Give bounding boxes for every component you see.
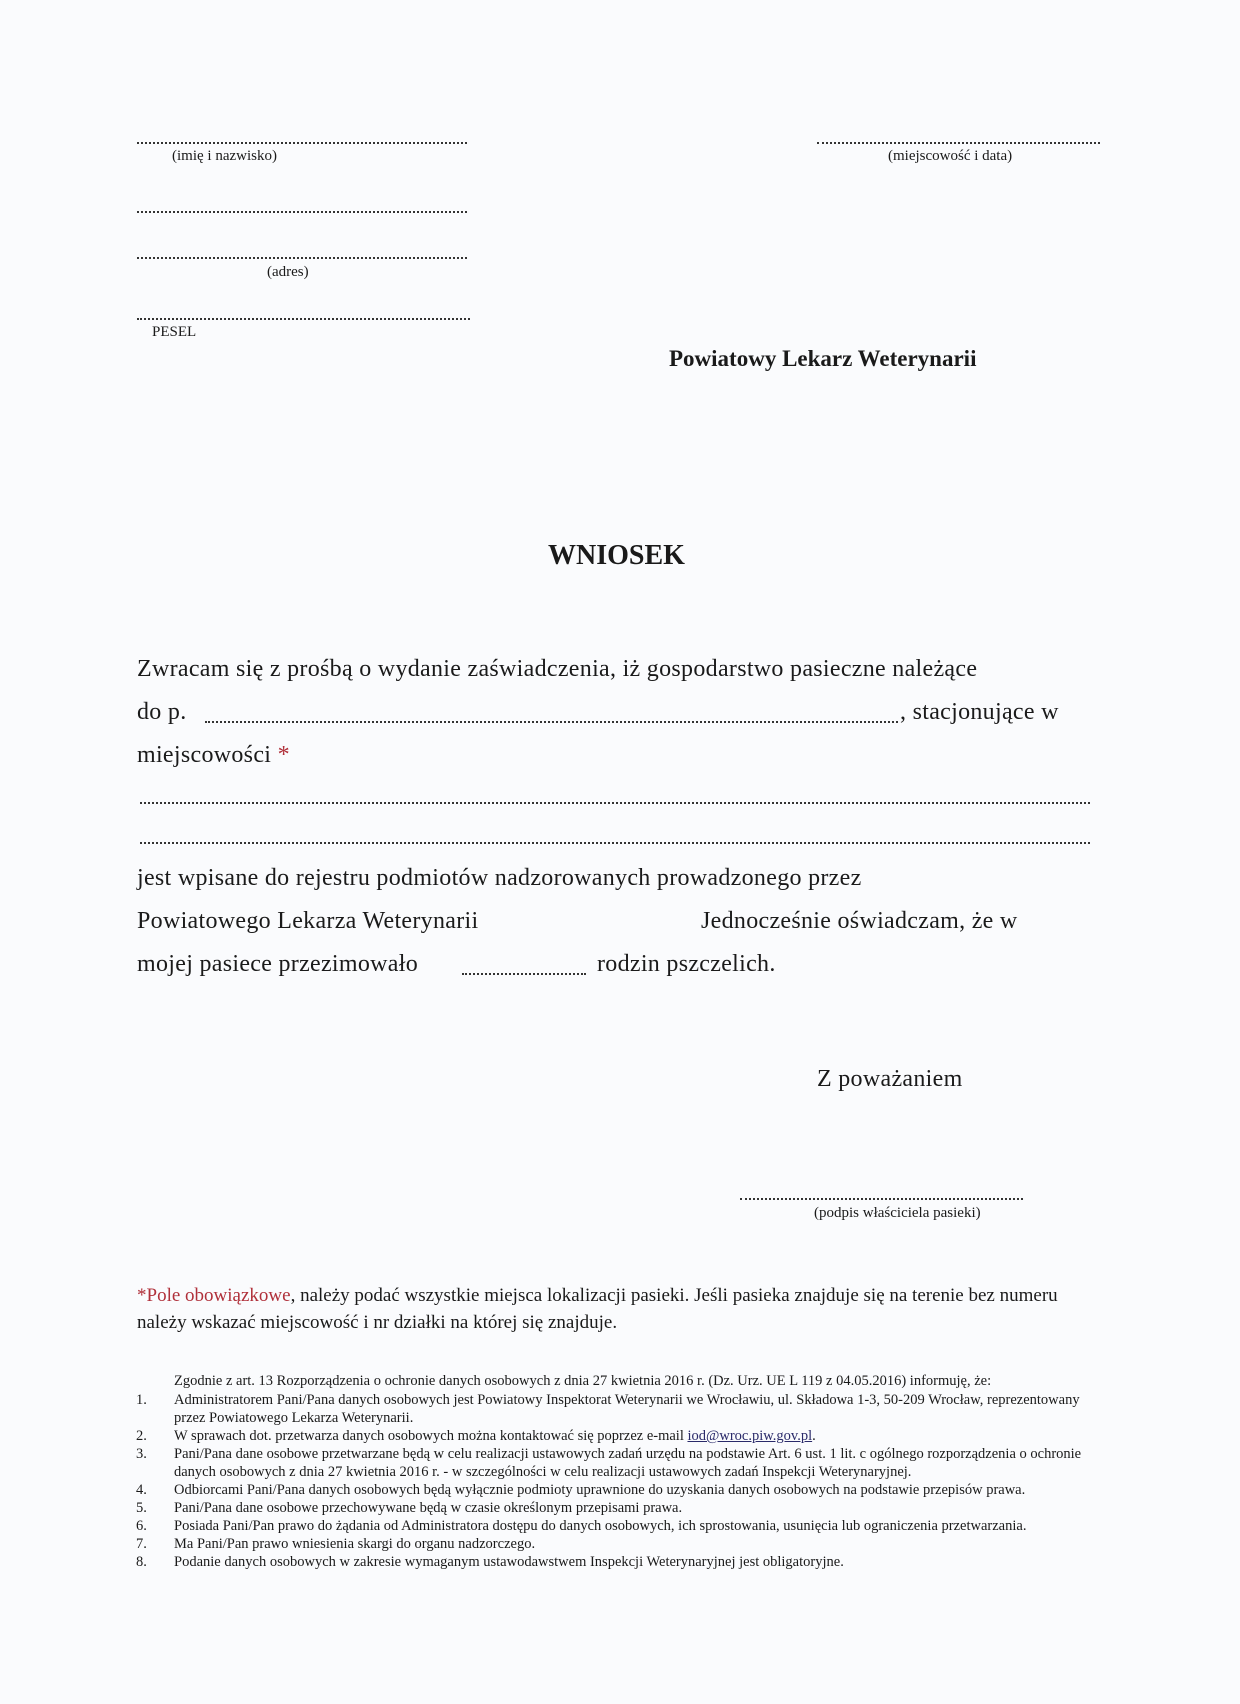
body-line-1: Zwracam się z prośbą o wydanie zaświadczenia, iż gospodarstwo pasieczne należące (137, 656, 978, 682)
required-mark: * (277, 742, 290, 768)
required-note (137, 1282, 1097, 1336)
gdpr-clause (136, 1372, 1104, 1571)
pesel-field-line[interactable] (137, 318, 470, 320)
list-item: 3. Pani/Pana dane osobowe przetwarzane będą w celu realizacji ustawowych zadań urzędu na podstawie Art. 6 ust. 1 lit. c ogólnego rozporządzenia o ochronie danych osobowych z dnia 27 kwietnia 2016 r. - w szczególności w celu realizacji ustawowych zadań Inspekcji Weterynaryjnej. (136, 1446, 1082, 1480)
colonies-count-field-line[interactable] (462, 973, 586, 975)
list-item: 7. Ma Pani/Pan prawo wniesienia skargi do organu nadzorczego. (136, 1536, 536, 1552)
list-item: 1. Administratorem Pani/Pana danych osobowych jest Powiatowy Inspektorat Weterynarii we Wrocławiu, ul. Składowa 1-3, 50-209 Wrocław, reprezentowany przez Powiatowego Lekarza Weterynarii. (136, 1392, 1080, 1426)
signature-field-line[interactable] (740, 1198, 1023, 1200)
address-field-line-1[interactable] (137, 211, 467, 213)
place-date-field-line[interactable] (817, 142, 1100, 144)
body-line-6-suffix: rodzin pszczelich. (597, 951, 776, 977)
gdpr-intro: Zgodnie z art. 13 Rozporządzenia o ochronie danych osobowych z dnia 27 kwietnia 2016 r. (Dz. Urz. UE L 119 z 04.05.2016) informuję, że: (174, 1373, 992, 1389)
recipient: Powiatowy Lekarz Weterynarii (669, 346, 977, 371)
gdpr-list (136, 1391, 1104, 1571)
locality-label: miejscowości (137, 742, 272, 768)
place-date-label: (miejscowość i data) (888, 148, 1013, 164)
list-item: 5. Pani/Pana dane osobowe przechowywane będą w czasie określonym przepisami prawa. (136, 1500, 683, 1516)
list-item: 8. Podanie danych osobowych w zakresie wymaganym ustawodawstwem Inspekcji Weterynaryjnej jest obligatoryjne. (136, 1554, 844, 1570)
required-note-label: *Pole obowiązkowe (137, 1285, 291, 1306)
pesel-label: PESEL (152, 324, 197, 340)
body-line-2-prefix: do p. (137, 699, 187, 725)
body-line-4: jest wpisane do rejestru podmiotów nadzorowanych prowadzonego przez (137, 865, 862, 891)
owner-name-field-line[interactable] (205, 721, 898, 723)
body-line-2-suffix: , stacjonujące w (900, 699, 1059, 725)
page-title: WNIOSEK (548, 540, 685, 571)
address-field-line-2[interactable] (137, 257, 467, 259)
address-label: (adres) (267, 264, 309, 280)
list-item: 2. W sprawach dot. przetwarza danych osobowych można kontaktować się poprzez e-mail iod@wroc.piw.gov.pl. (136, 1428, 816, 1444)
list-item: 4. Odbiorcami Pani/Pana danych osobowych będą wyłącznie podmioty uprawnione do uzyskania danych osobowych na podstawie przepisów prawa. (136, 1482, 1026, 1498)
locality-field-line-2[interactable] (140, 842, 1090, 844)
body-line-5-left: Powiatowego Lekarza Weterynarii (137, 908, 479, 934)
body-line-6-prefix: mojej pasiece przezimowało (137, 951, 419, 977)
body-line-5-right: Jednocześnie oświadczam, że w (701, 908, 1018, 934)
name-label: (imię i nazwisko) (172, 148, 277, 164)
required-note-text: , należy podać wszystkie miejsca lokalizacji pasieki. Jeśli pasieka znajduje się na terenie bez numeru należy wskazać miejscowość i nr działki na której się znajduje. (137, 1285, 1058, 1333)
name-field-line[interactable] (137, 142, 467, 144)
closing: Z poważaniem (817, 1066, 963, 1092)
locality-field-line-1[interactable] (140, 802, 1090, 804)
signature-label: (podpis właściciela pasieki) (814, 1205, 981, 1221)
email-link[interactable]: iod@wroc.piw.gov.pl (687, 1428, 813, 1444)
list-item: 6. Posiada Pani/Pan prawo do żądania od Administratora dostępu do danych osobowych, ich sprostowania, usunięcia lub ograniczenia przetwarzania. (136, 1518, 1027, 1534)
body-line-3 (137, 742, 290, 769)
